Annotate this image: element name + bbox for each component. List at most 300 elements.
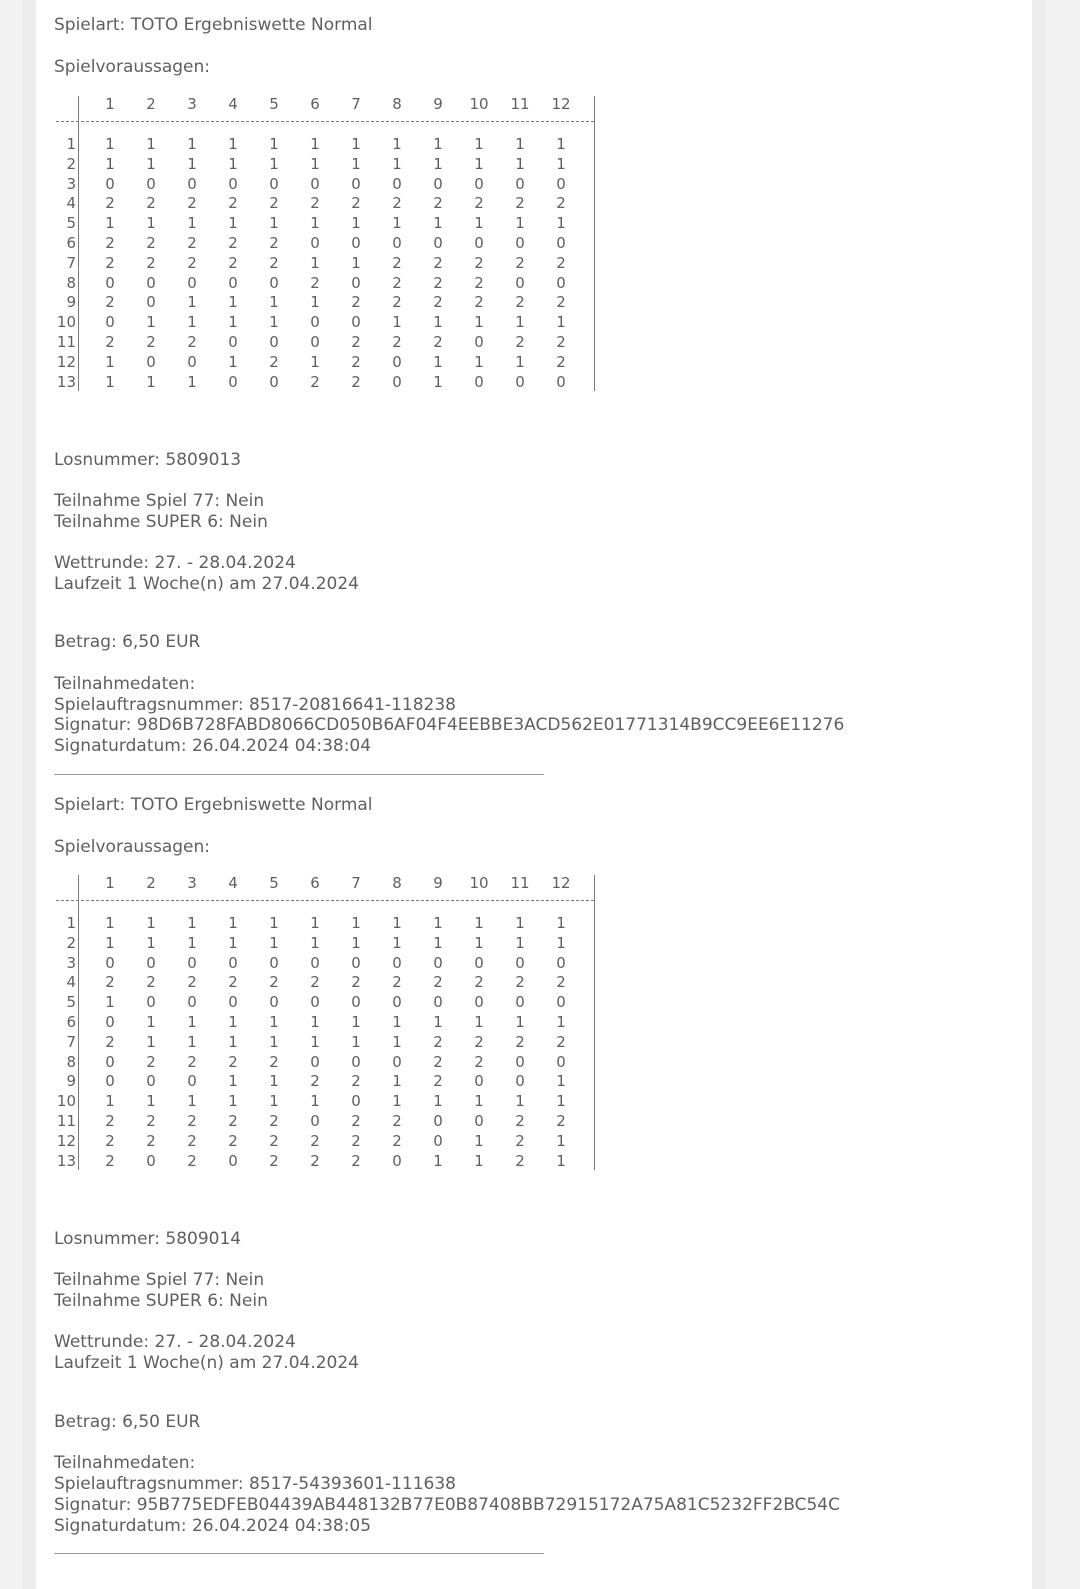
prediction-cell: 1 xyxy=(187,1032,197,1051)
prediction-cell: 2 xyxy=(351,293,361,312)
prediction-cell: 1 xyxy=(105,993,115,1012)
prediction-cell: 2 xyxy=(474,253,484,272)
prediction-cell: 1 xyxy=(187,135,197,153)
column-header: 2 xyxy=(146,874,156,892)
prediction-cell: 2 xyxy=(269,1131,279,1150)
prediction-cell: 2 xyxy=(433,333,443,351)
prediction-cell: 1 xyxy=(474,352,484,371)
prediction-cell: 1 xyxy=(556,1072,566,1091)
prediction-cell: 1 xyxy=(515,214,525,233)
prediction-cell: 1 xyxy=(556,154,566,173)
prediction-cell: 2 xyxy=(310,194,320,213)
prediction-cell: 0 xyxy=(310,174,320,193)
prediction-cell: 0 xyxy=(556,372,566,391)
prediction-cell: 1 xyxy=(269,1092,279,1111)
column-header: 11 xyxy=(510,95,530,113)
prediction-cell: 2 xyxy=(269,194,279,213)
prediction-cell: 0 xyxy=(515,993,525,1012)
prediction-cell: 1 xyxy=(556,1131,566,1150)
prediction-cell: 1 xyxy=(310,154,320,173)
laufzeit: Laufzeit 1 Woche(n) am 27.04.2024 xyxy=(54,574,359,594)
prediction-cell: 1 xyxy=(310,933,320,952)
prediction-cell: 2 xyxy=(474,273,484,292)
prediction-cell: 2 xyxy=(556,194,566,213)
column-header: 9 xyxy=(433,95,443,113)
prediction-cell: 2 xyxy=(515,293,525,312)
prediction-cell: 1 xyxy=(146,914,156,932)
prediction-cell: 2 xyxy=(310,372,320,391)
prediction-cell: 0 xyxy=(105,174,115,193)
prediction-cell: 2 xyxy=(228,1131,238,1150)
grid-left-border xyxy=(78,875,79,1170)
prediction-cell: 1 xyxy=(515,914,525,932)
prediction-cell: 1 xyxy=(392,914,402,932)
prediction-cell: 1 xyxy=(269,135,279,153)
prediction-cell: 1 xyxy=(474,1092,484,1111)
prediction-cell: 1 xyxy=(105,135,115,153)
prediction-cell: 2 xyxy=(515,1032,525,1051)
prediction-cell: 1 xyxy=(310,1092,320,1111)
prediction-cell: 0 xyxy=(310,333,320,351)
prediction-cell: 1 xyxy=(187,1092,197,1111)
prediction-cell: 2 xyxy=(228,1112,238,1130)
prediction-cell: 0 xyxy=(392,1151,402,1170)
prediction-cell: 2 xyxy=(351,1112,361,1130)
prediction-cell: 1 xyxy=(433,372,443,391)
prediction-cell: 0 xyxy=(187,1072,197,1091)
prediction-cell: 2 xyxy=(269,234,279,252)
prediction-cell: 2 xyxy=(187,253,197,272)
prediction-cell: 1 xyxy=(433,1151,443,1170)
prediction-cell: 0 xyxy=(392,372,402,391)
prediction-cell: 0 xyxy=(146,273,156,292)
prediction-cell: 0 xyxy=(474,372,484,391)
prediction-cell: 1 xyxy=(310,135,320,153)
prediction-cell: 2 xyxy=(515,1112,525,1130)
prediction-cell: 0 xyxy=(433,234,443,252)
betrag: Betrag: 6,50 EUR xyxy=(54,1412,201,1432)
prediction-cell: 2 xyxy=(105,253,115,272)
prediction-cell: 1 xyxy=(187,933,197,952)
prediction-cell: 1 xyxy=(269,1032,279,1051)
prediction-cell: 2 xyxy=(146,194,156,213)
prediction-cell: 0 xyxy=(146,352,156,371)
grid-right-border xyxy=(594,96,595,391)
prediction-cell: 0 xyxy=(146,953,156,972)
prediction-cell: 2 xyxy=(351,1131,361,1150)
prediction-cell: 0 xyxy=(351,953,361,972)
grid-header-rule xyxy=(56,900,594,901)
prediction-cell: 1 xyxy=(474,933,484,952)
prediction-cell: 0 xyxy=(269,273,279,292)
prediction-cell: 1 xyxy=(105,914,115,932)
prediction-cell: 1 xyxy=(515,933,525,952)
column-header: 5 xyxy=(269,95,279,113)
prediction-cell: 2 xyxy=(351,973,361,992)
prediction-cell: 1 xyxy=(310,914,320,932)
prediction-cell: 0 xyxy=(515,1072,525,1091)
prediction-cell: 2 xyxy=(146,333,156,351)
prediction-cell: 2 xyxy=(105,333,115,351)
prediction-cell: 2 xyxy=(351,333,361,351)
laufzeit: Laufzeit 1 Woche(n) am 27.04.2024 xyxy=(54,1353,359,1373)
prediction-cell: 2 xyxy=(105,1112,115,1130)
prediction-cell: 2 xyxy=(515,1151,525,1170)
prediction-cell: 0 xyxy=(392,993,402,1012)
prediction-cell: 2 xyxy=(187,333,197,351)
prediction-cell: 1 xyxy=(228,352,238,371)
teilnahme-super6: Teilnahme SUPER 6: Nein xyxy=(54,512,268,532)
prediction-cell: 2 xyxy=(228,194,238,213)
prediction-cell: 2 xyxy=(474,293,484,312)
prediction-cell: 2 xyxy=(392,273,402,292)
prediction-cell: 1 xyxy=(392,933,402,952)
prediction-cell: 1 xyxy=(228,313,238,332)
prediction-cell: 1 xyxy=(351,154,361,173)
prediction-cell: 2 xyxy=(515,1131,525,1150)
prediction-cell: 1 xyxy=(556,1013,566,1031)
prediction-cell: 0 xyxy=(433,174,443,193)
prediction-cell: 2 xyxy=(351,194,361,213)
prediction-cell: 1 xyxy=(187,154,197,173)
prediction-cell: 2 xyxy=(351,1151,361,1170)
prediction-cell: 0 xyxy=(433,1112,443,1130)
prediction-cell: 1 xyxy=(474,1013,484,1031)
teilnahmedaten-label: Teilnahmedaten: xyxy=(54,1453,196,1473)
prediction-cell: 0 xyxy=(351,174,361,193)
prediction-cell: 2 xyxy=(310,1151,320,1170)
prediction-cell: 1 xyxy=(228,1092,238,1111)
prediction-cell: 0 xyxy=(556,273,566,292)
prediction-cell: 2 xyxy=(269,352,279,371)
prediction-cell: 2 xyxy=(351,372,361,391)
column-header: 1 xyxy=(105,874,115,892)
prediction-cell: 2 xyxy=(474,194,484,213)
column-header: 4 xyxy=(228,95,238,113)
spielauftragsnummer: Spielauftragsnummer: 8517-20816641-118238 xyxy=(54,695,456,715)
prediction-cell: 1 xyxy=(269,1013,279,1031)
prediction-cell: 2 xyxy=(515,194,525,213)
prediction-cell: 1 xyxy=(351,253,361,272)
prediction-cell: 2 xyxy=(556,253,566,272)
row-number: 12 xyxy=(56,352,76,371)
prediction-cell: 1 xyxy=(556,1092,566,1111)
prediction-cell: 0 xyxy=(187,953,197,972)
prediction-cell: 0 xyxy=(105,273,115,292)
row-number: 8 xyxy=(66,273,76,292)
prediction-cell: 0 xyxy=(474,333,484,351)
prediction-cell: 1 xyxy=(269,933,279,952)
column-header: 2 xyxy=(146,95,156,113)
prediction-cell: 0 xyxy=(228,333,238,351)
prediction-cell: 2 xyxy=(146,973,156,992)
prediction-cell: 2 xyxy=(433,293,443,312)
column-header: 3 xyxy=(187,95,197,113)
prediction-cell: 0 xyxy=(351,1052,361,1071)
prediction-cell: 2 xyxy=(228,1052,238,1071)
prediction-cell: 2 xyxy=(105,293,115,312)
row-number: 11 xyxy=(56,1112,76,1130)
prediction-cell: 0 xyxy=(392,352,402,371)
prediction-cell: 0 xyxy=(310,953,320,972)
prediction-cell: 1 xyxy=(187,372,197,391)
row-number: 7 xyxy=(66,1032,76,1051)
prediction-cell: 1 xyxy=(105,352,115,371)
prediction-cell: 0 xyxy=(187,993,197,1012)
prediction-cell: 1 xyxy=(351,1032,361,1051)
prediction-cell: 2 xyxy=(187,1151,197,1170)
prediction-cell: 0 xyxy=(351,273,361,292)
prediction-cell: 2 xyxy=(228,973,238,992)
prediction-cell: 2 xyxy=(351,1072,361,1091)
prediction-cell: 1 xyxy=(392,1013,402,1031)
prediction-cell: 2 xyxy=(433,253,443,272)
prediction-cell: 1 xyxy=(310,352,320,371)
row-number: 9 xyxy=(66,1072,76,1091)
prediction-cell: 1 xyxy=(392,1072,402,1091)
prediction-cell: 0 xyxy=(105,313,115,332)
prediction-cell: 1 xyxy=(433,154,443,173)
column-header: 6 xyxy=(310,874,320,892)
prediction-cell: 1 xyxy=(146,1013,156,1031)
prediction-cell: 2 xyxy=(228,253,238,272)
row-number: 12 xyxy=(56,1131,76,1150)
prediction-cell: 2 xyxy=(187,1112,197,1130)
row-number: 4 xyxy=(66,973,76,992)
prediction-cell: 1 xyxy=(351,914,361,932)
prediction-cell: 0 xyxy=(187,174,197,193)
prediction-cell: 1 xyxy=(433,214,443,233)
voraussagen-label: Spielvoraussagen: xyxy=(54,837,211,857)
prediction-cell: 1 xyxy=(146,135,156,153)
prediction-cell: 2 xyxy=(228,234,238,252)
spielart: Spielart: TOTO Ergebniswette Normal xyxy=(54,795,373,815)
prediction-cell: 0 xyxy=(474,1072,484,1091)
prediction-cell: 2 xyxy=(105,194,115,213)
prediction-cell: 1 xyxy=(105,372,115,391)
prediction-cell: 1 xyxy=(433,933,443,952)
grid-header-rule xyxy=(56,121,594,122)
prediction-cell: 1 xyxy=(392,1032,402,1051)
prediction-cell: 1 xyxy=(474,154,484,173)
prediction-cell: 2 xyxy=(351,352,361,371)
prediction-cell: 1 xyxy=(351,1013,361,1031)
prediction-cell: 1 xyxy=(392,135,402,153)
row-number: 9 xyxy=(66,293,76,312)
prediction-cell: 1 xyxy=(474,214,484,233)
prediction-cell: 0 xyxy=(105,1072,115,1091)
prediction-cell: 1 xyxy=(556,313,566,332)
prediction-cell: 1 xyxy=(474,1151,484,1170)
prediction-cell: 0 xyxy=(351,313,361,332)
prediction-cell: 1 xyxy=(310,293,320,312)
teilnahme-spiel77: Teilnahme Spiel 77: Nein xyxy=(54,491,265,511)
prediction-cell: 2 xyxy=(556,1032,566,1051)
losnummer: Losnummer: 5809013 xyxy=(54,450,242,470)
prediction-cell: 2 xyxy=(269,1112,279,1130)
prediction-cell: 0 xyxy=(556,953,566,972)
prediction-cell: 2 xyxy=(515,333,525,351)
prediction-cell: 1 xyxy=(228,135,238,153)
teilnahmedaten-label: Teilnahmedaten: xyxy=(54,674,196,694)
prediction-cell: 1 xyxy=(392,214,402,233)
prediction-cell: 2 xyxy=(105,234,115,252)
prediction-cell: 1 xyxy=(146,1032,156,1051)
prediction-cell: 2 xyxy=(146,1112,156,1130)
column-header: 6 xyxy=(310,95,320,113)
signatur: Signatur: 98D6B728FABD8066CD050B6AF04F4EEBBE3ACD562E01771314B9CC9EE6E11276 xyxy=(54,715,845,735)
row-number: 10 xyxy=(56,1092,76,1111)
column-header: 12 xyxy=(551,874,571,892)
spielart: Spielart: TOTO Ergebniswette Normal xyxy=(54,15,373,35)
prediction-cell: 0 xyxy=(474,174,484,193)
prediction-cell: 0 xyxy=(146,1151,156,1170)
prediction-cell: 0 xyxy=(146,293,156,312)
prediction-cell: 1 xyxy=(433,352,443,371)
prediction-cell: 1 xyxy=(146,313,156,332)
prediction-cell: 1 xyxy=(392,313,402,332)
prediction-cell: 2 xyxy=(433,273,443,292)
prediction-cell: 2 xyxy=(556,333,566,351)
prediction-cell: 0 xyxy=(474,234,484,252)
prediction-cell: 0 xyxy=(556,993,566,1012)
row-number: 2 xyxy=(66,154,76,173)
column-header: 10 xyxy=(469,95,489,113)
prediction-cell: 0 xyxy=(515,174,525,193)
row-number: 1 xyxy=(66,914,76,932)
prediction-cell: 2 xyxy=(392,973,402,992)
prediction-cell: 1 xyxy=(351,135,361,153)
prediction-cell: 1 xyxy=(187,214,197,233)
row-number: 3 xyxy=(66,174,76,193)
prediction-cell: 2 xyxy=(105,1131,115,1150)
prediction-cell: 1 xyxy=(228,214,238,233)
column-header: 5 xyxy=(269,874,279,892)
column-header: 3 xyxy=(187,874,197,892)
prediction-cell: 2 xyxy=(187,973,197,992)
prediction-cell: 0 xyxy=(228,993,238,1012)
prediction-cell: 0 xyxy=(228,174,238,193)
prediction-cell: 1 xyxy=(474,1131,484,1150)
prediction-cell: 1 xyxy=(310,1013,320,1031)
prediction-cell: 0 xyxy=(392,174,402,193)
prediction-cell: 0 xyxy=(146,174,156,193)
prediction-cell: 1 xyxy=(515,1013,525,1031)
prediction-cell: 1 xyxy=(515,1092,525,1111)
wettrunde: Wettrunde: 27. - 28.04.2024 xyxy=(54,553,296,573)
prediction-cell: 2 xyxy=(392,194,402,213)
prediction-cell: 0 xyxy=(105,953,115,972)
prediction-cell: 1 xyxy=(105,154,115,173)
column-header: 4 xyxy=(228,874,238,892)
grid-left-border xyxy=(78,96,79,391)
prediction-cell: 1 xyxy=(146,214,156,233)
row-number: 6 xyxy=(66,234,76,252)
prediction-cell: 2 xyxy=(515,253,525,272)
prediction-cell: 1 xyxy=(269,154,279,173)
prediction-cell: 1 xyxy=(474,135,484,153)
prediction-cell: 0 xyxy=(392,1052,402,1071)
prediction-cell: 0 xyxy=(310,313,320,332)
prediction-cell: 0 xyxy=(310,234,320,252)
prediction-cell: 1 xyxy=(187,313,197,332)
prediction-cell: 1 xyxy=(146,372,156,391)
row-number: 2 xyxy=(66,933,76,952)
prediction-cell: 1 xyxy=(105,933,115,952)
prediction-cell: 2 xyxy=(392,1112,402,1130)
prediction-cell: 0 xyxy=(433,953,443,972)
prediction-cell: 1 xyxy=(515,154,525,173)
prediction-cell: 1 xyxy=(187,914,197,932)
column-header: 9 xyxy=(433,874,443,892)
prediction-cell: 2 xyxy=(556,1112,566,1130)
prediction-cell: 2 xyxy=(187,1131,197,1150)
prediction-cell: 2 xyxy=(310,1072,320,1091)
prediction-cell: 1 xyxy=(351,214,361,233)
prediction-cell: 1 xyxy=(269,914,279,932)
prediction-cell: 1 xyxy=(146,1092,156,1111)
prediction-cell: 0 xyxy=(228,1151,238,1170)
prediction-cell: 1 xyxy=(228,914,238,932)
signaturdatum: Signaturdatum: 26.04.2024 04:38:04 xyxy=(54,736,372,756)
prediction-cell: 1 xyxy=(351,933,361,952)
prediction-cell: 1 xyxy=(269,313,279,332)
prediction-cell: 1 xyxy=(228,1032,238,1051)
prediction-cell: 0 xyxy=(556,1052,566,1071)
prediction-cell: 1 xyxy=(433,313,443,332)
prediction-cell: 0 xyxy=(269,953,279,972)
prediction-cell: 1 xyxy=(556,914,566,932)
prediction-cell: 0 xyxy=(433,1131,443,1150)
prediction-cell: 2 xyxy=(392,293,402,312)
prediction-cell: 2 xyxy=(392,1131,402,1150)
prediction-cell: 2 xyxy=(187,1052,197,1071)
prediction-cell: 1 xyxy=(556,214,566,233)
prediction-cell: 1 xyxy=(269,293,279,312)
prediction-cell: 0 xyxy=(515,234,525,252)
prediction-cell: 2 xyxy=(433,1072,443,1091)
prediction-cell: 1 xyxy=(433,135,443,153)
teilnahme-super6: Teilnahme SUPER 6: Nein xyxy=(54,1291,268,1311)
prediction-cell: 1 xyxy=(392,1092,402,1111)
signaturdatum: Signaturdatum: 26.04.2024 04:38:05 xyxy=(54,1516,372,1536)
prediction-cell: 2 xyxy=(433,1032,443,1051)
prediction-cell: 0 xyxy=(433,993,443,1012)
prediction-cell: 1 xyxy=(228,1013,238,1031)
column-header: 10 xyxy=(469,874,489,892)
row-number: 5 xyxy=(66,214,76,233)
prediction-cell: 2 xyxy=(556,973,566,992)
prediction-cell: 1 xyxy=(269,1072,279,1091)
prediction-cell: 0 xyxy=(228,372,238,391)
prediction-cell: 0 xyxy=(474,953,484,972)
prediction-cell: 1 xyxy=(515,352,525,371)
prediction-cell: 1 xyxy=(433,1013,443,1031)
prediction-cell: 2 xyxy=(310,273,320,292)
prediction-cell: 2 xyxy=(105,1151,115,1170)
prediction-cell: 0 xyxy=(269,993,279,1012)
prediction-cell: 0 xyxy=(351,1092,361,1111)
row-number: 1 xyxy=(66,135,76,153)
prediction-cell: 1 xyxy=(146,933,156,952)
prediction-cell: 2 xyxy=(187,234,197,252)
row-number: 6 xyxy=(66,1013,76,1031)
prediction-cell: 2 xyxy=(146,253,156,272)
prediction-cell: 0 xyxy=(228,273,238,292)
spielauftragsnummer: Spielauftragsnummer: 8517-54393601-111638 xyxy=(54,1474,456,1494)
prediction-cell: 2 xyxy=(105,973,115,992)
prediction-cell: 2 xyxy=(146,1131,156,1150)
